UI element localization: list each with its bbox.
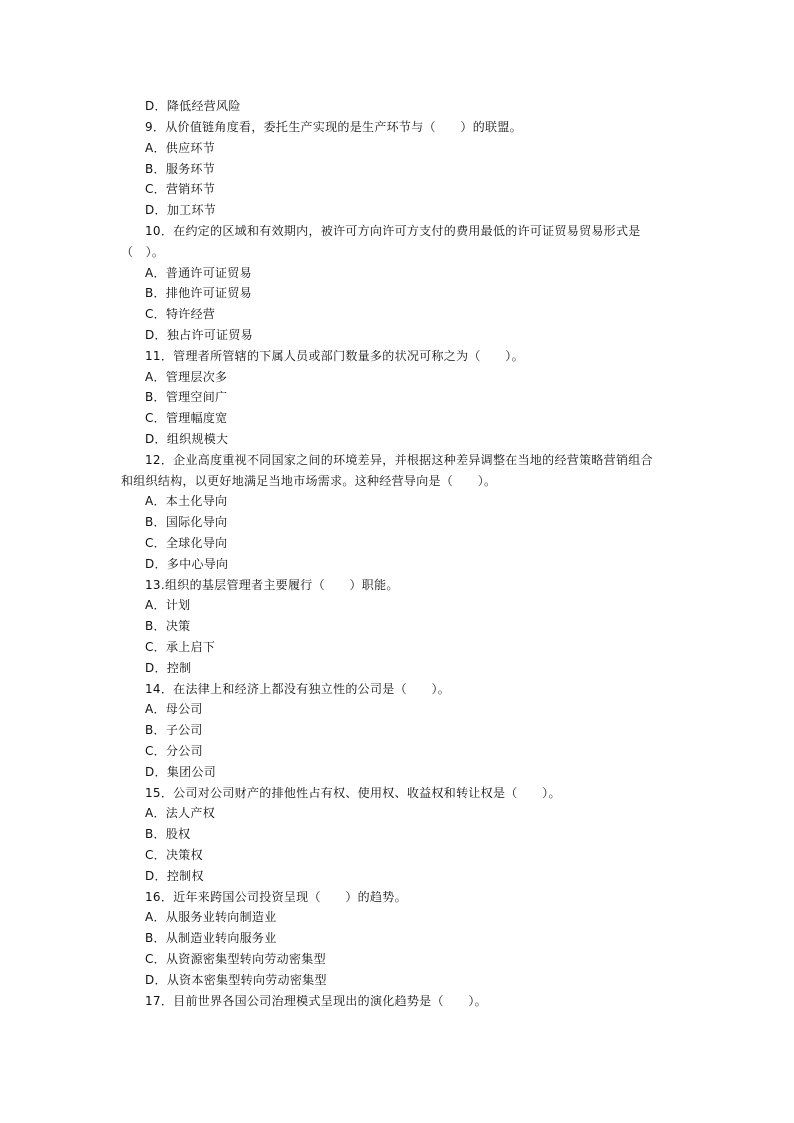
- option-line: D．从资本密集型转向劳动密集型: [145, 973, 327, 987]
- option-line: A．母公司: [145, 702, 203, 716]
- option-line: B．服务环节: [145, 162, 216, 176]
- option-line: D．降低经营风险: [145, 99, 241, 113]
- option-line: A．管理层次多: [145, 370, 228, 384]
- option-line: D．控制: [145, 661, 192, 675]
- option-line: B．排他许可证贸易: [145, 286, 252, 300]
- option-line: C．营销环节: [145, 182, 216, 196]
- option-line: B．子公司: [145, 723, 203, 737]
- option-line: B．决策: [145, 619, 191, 633]
- option-line: B．国际化导向: [145, 515, 228, 529]
- option-line: C．分公司: [145, 744, 203, 758]
- option-line: C．决策权: [145, 848, 203, 862]
- option-line: C．全球化导向: [145, 536, 228, 550]
- option-line: A．本土化导向: [145, 494, 228, 508]
- option-line: D．控制权: [145, 869, 204, 883]
- option-line: A．供应环节: [145, 141, 216, 155]
- option-line: D．独占许可证贸易: [145, 328, 253, 342]
- question-line: 15．公司对公司财产的排他性占有权、使用权、收益权和转让权是（ ）。: [145, 786, 561, 800]
- option-line: D．集团公司: [145, 765, 217, 779]
- option-line: B．从制造业转向服务业: [145, 931, 277, 945]
- option-line: B．管理空间广: [145, 390, 228, 404]
- option-line: A．计划: [145, 598, 191, 612]
- option-line: C．特许经营: [145, 307, 216, 321]
- option-line: C．从资源密集型转向劳动密集型: [145, 952, 326, 966]
- question-line: 12．企业高度重视不同国家之间的环境差异，并根据这种差异调整在当地的经营策略营销组合: [145, 453, 653, 467]
- option-line: D．加工环节: [145, 203, 217, 217]
- option-line: A．从服务业转向制造业: [145, 910, 277, 924]
- question-continuation: 和组织结构，以更好地满足当地市场需求。这种经营导向是（ ）。: [121, 474, 497, 488]
- option-line: D．组织规模大: [145, 432, 229, 446]
- question-line: 13.组织的基层管理者主要履行（ ）职能。: [145, 578, 399, 592]
- option-line: C．承上启下: [145, 640, 216, 654]
- option-line: A．法人产权: [145, 806, 216, 820]
- option-line: C．管理幅度宽: [145, 411, 228, 425]
- option-line: A．普通许可证贸易: [145, 266, 252, 280]
- option-line: D．多中心导向: [145, 557, 229, 571]
- question-line: 14．在法律上和经济上都没有独立性的公司是（ ）。: [145, 682, 451, 696]
- option-line: B．股权: [145, 827, 191, 841]
- question-line: 17．目前世界各国公司治理模式呈现出的演化趋势是（ ）。: [145, 994, 487, 1008]
- question-line: 9．从价值链角度看，委托生产实现的是生产环节与（ ）的联盟。: [145, 120, 522, 134]
- question-line: 10．在约定的区域和有效期内，被许可方向许可方支付的费用最低的许可证贸易贸易形式是: [145, 224, 641, 238]
- question-line: 16．近年来跨国公司投资呈现（ ）的趋势。: [145, 890, 407, 904]
- question-continuation: （ ）。: [121, 245, 165, 259]
- question-line: 11．管理者所管辖的下属人员或部门数量多的状况可称之为（ ）。: [145, 349, 524, 363]
